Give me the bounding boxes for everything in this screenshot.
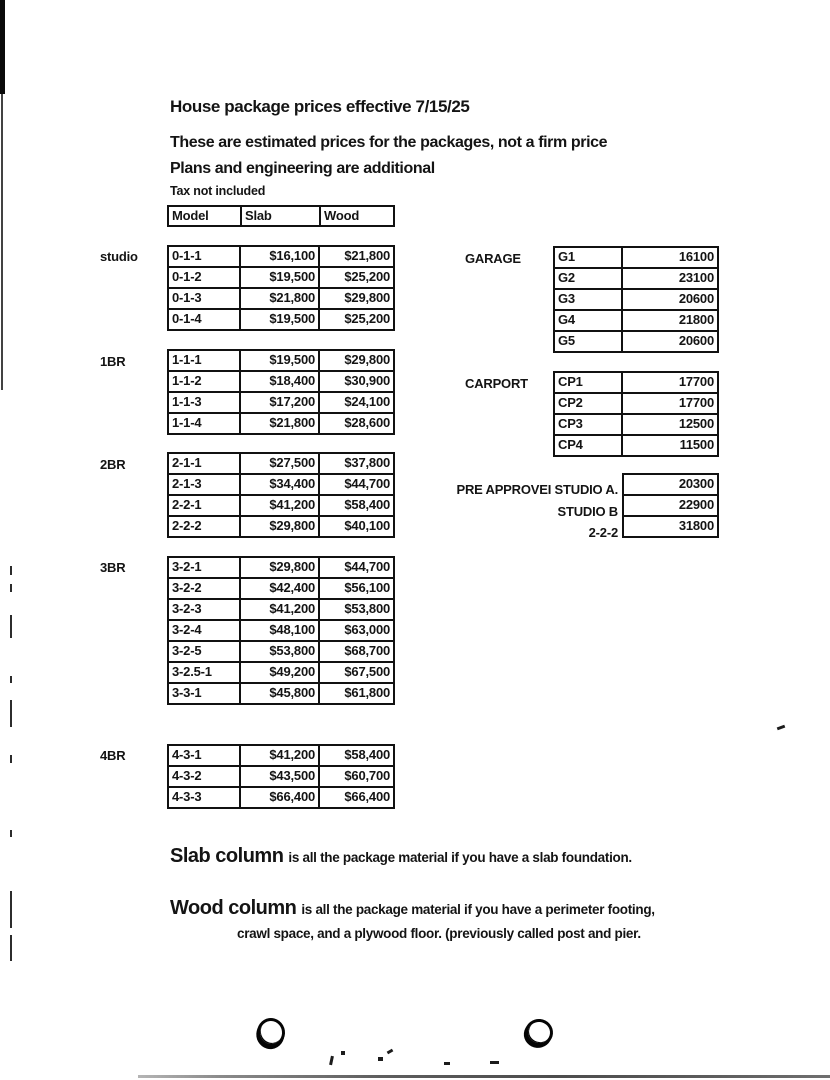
table-cell: $67,500 xyxy=(318,663,393,682)
scan-artifact-dash xyxy=(10,566,12,575)
table-cell: $18,400 xyxy=(239,372,318,391)
pre-approved-label-studio-b: STUDIO B xyxy=(557,503,618,519)
scan-artifact-dash xyxy=(10,676,12,683)
table-cell: $63,000 xyxy=(318,621,393,640)
column-header-wood: Wood xyxy=(319,207,393,225)
table-cell: 2-1-1 xyxy=(172,455,202,470)
table-cell: $48,100 xyxy=(239,621,318,640)
pre-approved-labels xyxy=(456,479,618,544)
table-cell: CP4 xyxy=(558,437,583,452)
scan-artifact-dash xyxy=(10,935,12,961)
table-cell: $16,100 xyxy=(239,247,318,266)
table-cell: 3-2.5-1 xyxy=(172,664,212,679)
table-cell: G3 xyxy=(558,291,575,306)
slab-column-note xyxy=(170,845,632,868)
garage-label: GARAGE xyxy=(465,251,521,266)
table-cell: $29,800 xyxy=(318,289,393,308)
table-row xyxy=(555,394,717,415)
group-label-3br: 3BR xyxy=(100,560,126,575)
scan-artifact-dash xyxy=(10,700,12,727)
price-table-1br xyxy=(167,349,395,435)
wood-note-term: Wood column xyxy=(170,897,297,919)
table-cell: $41,200 xyxy=(239,496,318,515)
table-cell: $27,500 xyxy=(239,454,318,473)
scan-speckle xyxy=(444,1062,450,1065)
price-table-3br xyxy=(167,556,395,705)
group-label-1br: 1BR xyxy=(100,354,126,369)
table-row xyxy=(169,372,393,393)
price-table-4br xyxy=(167,744,395,809)
table-row xyxy=(169,767,393,788)
table-cell: $42,400 xyxy=(239,579,318,598)
table-cell: CP2 xyxy=(558,395,583,410)
table-cell: 20600 xyxy=(621,332,717,351)
table-cell: 4-3-3 xyxy=(172,789,202,804)
table-cell: 11500 xyxy=(621,436,717,455)
table-cell: 0-1-4 xyxy=(172,311,202,326)
wood-note-text-line2: crawl space, and a plywood floor. (previously called post and pier. xyxy=(237,926,641,941)
table-row xyxy=(555,373,717,394)
wood-note-text: is all the package material if you have a perimeter footing, xyxy=(301,902,655,917)
table-cell: $19,500 xyxy=(239,351,318,370)
scan-artifact-dash xyxy=(10,755,12,763)
subtitle-line-2: Plans and engineering are additional xyxy=(170,160,435,177)
column-header-slab: Slab xyxy=(240,207,319,225)
table-cell: CP3 xyxy=(558,416,583,431)
group-label-4br: 4BR xyxy=(100,748,126,763)
table-cell: $41,200 xyxy=(239,600,318,619)
scan-artifact-left-edge-bar xyxy=(0,0,5,94)
table-cell: $68,700 xyxy=(318,642,393,661)
pre-approved-label-222: 2-2-2 xyxy=(588,525,618,540)
table-cell: 4-3-1 xyxy=(172,747,202,762)
table-cell: $58,400 xyxy=(318,746,393,765)
table-row xyxy=(624,517,717,536)
table-row xyxy=(555,269,717,290)
table-cell: CP1 xyxy=(558,374,583,389)
table-row xyxy=(169,663,393,684)
table-cell: 31800 xyxy=(678,518,714,533)
scan-artifact-dash xyxy=(10,615,12,638)
table-cell: 12500 xyxy=(621,415,717,434)
table-cell: 2-2-1 xyxy=(172,497,202,512)
table-cell: $34,400 xyxy=(239,475,318,494)
price-table-header xyxy=(167,205,395,227)
slab-note-term: Slab column xyxy=(170,845,284,867)
scan-artifact-dash xyxy=(10,891,12,928)
table-cell: 0-1-3 xyxy=(172,290,202,305)
group-label-2br: 2BR xyxy=(100,457,126,472)
table-cell: $29,800 xyxy=(318,351,393,370)
scan-artifact-left-edge-line xyxy=(1,94,3,390)
scan-speckle xyxy=(341,1051,345,1055)
table-cell: 3-2-3 xyxy=(172,601,202,616)
table-row xyxy=(169,268,393,289)
table-cell: $43,500 xyxy=(239,767,318,786)
table-row xyxy=(169,496,393,517)
price-table-2br xyxy=(167,452,395,538)
table-cell: $49,200 xyxy=(239,663,318,682)
scan-artifact-dash xyxy=(10,830,12,837)
tax-note: Tax not included xyxy=(170,184,266,198)
table-cell: 21800 xyxy=(621,311,717,330)
table-row xyxy=(169,351,393,372)
table-cell: $19,500 xyxy=(239,310,318,329)
table-row xyxy=(169,600,393,621)
table-cell: 0-1-2 xyxy=(172,269,202,284)
table-row xyxy=(555,332,717,351)
side-table-carport xyxy=(553,371,719,457)
table-cell: 3-2-4 xyxy=(172,622,202,637)
table-cell: G2 xyxy=(558,270,575,285)
scan-speckle xyxy=(387,1049,394,1055)
scan-speckle xyxy=(378,1057,383,1061)
table-row xyxy=(169,414,393,433)
table-cell: $21,800 xyxy=(239,414,318,433)
pre-approved-section-label: PRE APPROVEI xyxy=(456,482,552,497)
table-cell: $66,400 xyxy=(318,788,393,807)
table-cell: $66,400 xyxy=(239,788,318,807)
table-cell: $53,800 xyxy=(318,600,393,619)
table-cell: G5 xyxy=(558,333,575,348)
table-cell: $41,200 xyxy=(239,746,318,765)
hole-punch-left xyxy=(255,1016,287,1049)
table-cell: 3-2-1 xyxy=(172,559,202,574)
side-table-garage xyxy=(553,246,719,353)
table-cell: $28,600 xyxy=(318,414,393,433)
column-header-model: Model xyxy=(172,208,209,223)
table-cell: 23100 xyxy=(621,269,717,288)
table-cell: $61,800 xyxy=(318,684,393,703)
table-cell: $44,700 xyxy=(318,475,393,494)
table-row xyxy=(555,436,717,455)
table-cell: $53,800 xyxy=(239,642,318,661)
table-row xyxy=(169,247,393,268)
table-cell: 0-1-1 xyxy=(172,248,202,263)
pre-approved-label-studio-a: STUDIO A. xyxy=(554,482,618,497)
table-cell: $29,800 xyxy=(239,517,318,536)
table-cell: $21,800 xyxy=(239,289,318,308)
table-cell: $56,100 xyxy=(318,579,393,598)
table-cell: $24,100 xyxy=(318,393,393,412)
table-row xyxy=(624,475,717,496)
table-cell: 4-3-2 xyxy=(172,768,202,783)
table-row xyxy=(169,517,393,536)
table-cell: 1-1-2 xyxy=(172,373,202,388)
table-row xyxy=(555,311,717,332)
scan-speckle xyxy=(329,1056,334,1065)
table-row xyxy=(169,746,393,767)
scan-artifact-dash xyxy=(10,584,12,592)
table-row xyxy=(169,475,393,496)
table-cell: $19,500 xyxy=(239,268,318,287)
pre-approved-row-label xyxy=(456,479,618,501)
table-row xyxy=(624,496,717,517)
table-row xyxy=(169,289,393,310)
table-cell: $25,200 xyxy=(318,268,393,287)
carport-label: CARPORT xyxy=(465,376,528,391)
table-cell: 17700 xyxy=(621,394,717,413)
table-cell: 20600 xyxy=(621,290,717,309)
table-cell: $45,800 xyxy=(239,684,318,703)
table-row xyxy=(555,248,717,269)
table-cell: 1-1-1 xyxy=(172,352,202,367)
wood-column-note xyxy=(170,897,655,920)
table-cell: $37,800 xyxy=(318,454,393,473)
group-label-studio: studio xyxy=(100,249,138,264)
table-cell: $58,400 xyxy=(318,496,393,515)
table-row xyxy=(169,454,393,475)
document-title: House package prices effective 7/15/25 xyxy=(170,97,470,116)
price-table-studio xyxy=(167,245,395,331)
table-cell: 3-3-1 xyxy=(172,685,202,700)
table-cell: 16100 xyxy=(621,248,717,267)
table-row xyxy=(555,415,717,436)
table-row xyxy=(169,621,393,642)
scan-speckle xyxy=(777,725,786,731)
table-row xyxy=(169,310,393,329)
scan-speckle xyxy=(490,1061,499,1064)
table-cell: $25,200 xyxy=(318,310,393,329)
slab-note-text: is all the package material if you have a slab foundation. xyxy=(288,850,632,865)
table-row xyxy=(169,558,393,579)
table-row xyxy=(169,788,393,807)
table-cell: $29,800 xyxy=(239,558,318,577)
table-cell: $40,100 xyxy=(318,517,393,536)
table-cell: G4 xyxy=(558,312,575,327)
table-cell: $44,700 xyxy=(318,558,393,577)
pre-approved-value-table xyxy=(622,473,719,538)
table-cell: 3-2-5 xyxy=(172,643,202,658)
table-row xyxy=(169,684,393,703)
table-row xyxy=(169,642,393,663)
table-cell: G1 xyxy=(558,249,575,264)
table-cell: 2-1-3 xyxy=(172,476,202,491)
table-cell: 2-2-2 xyxy=(172,518,202,533)
table-cell: 3-2-2 xyxy=(172,580,202,595)
table-row xyxy=(169,393,393,414)
table-cell: $17,200 xyxy=(239,393,318,412)
table-cell: 1-1-3 xyxy=(172,394,202,409)
subtitle-line-1: These are estimated prices for the packages, not a firm price xyxy=(170,134,608,151)
table-cell: $21,800 xyxy=(318,247,393,266)
table-cell: 20300 xyxy=(678,476,714,491)
table-cell: $30,900 xyxy=(318,372,393,391)
table-cell: 17700 xyxy=(621,373,717,392)
table-cell: $60,700 xyxy=(318,767,393,786)
table-row xyxy=(555,290,717,311)
table-row xyxy=(169,579,393,600)
table-cell: 22900 xyxy=(678,497,714,512)
scan-artifact-bottom-bar xyxy=(138,1075,830,1078)
hole-punch-right xyxy=(524,1018,554,1047)
table-cell: 1-1-4 xyxy=(172,415,202,430)
